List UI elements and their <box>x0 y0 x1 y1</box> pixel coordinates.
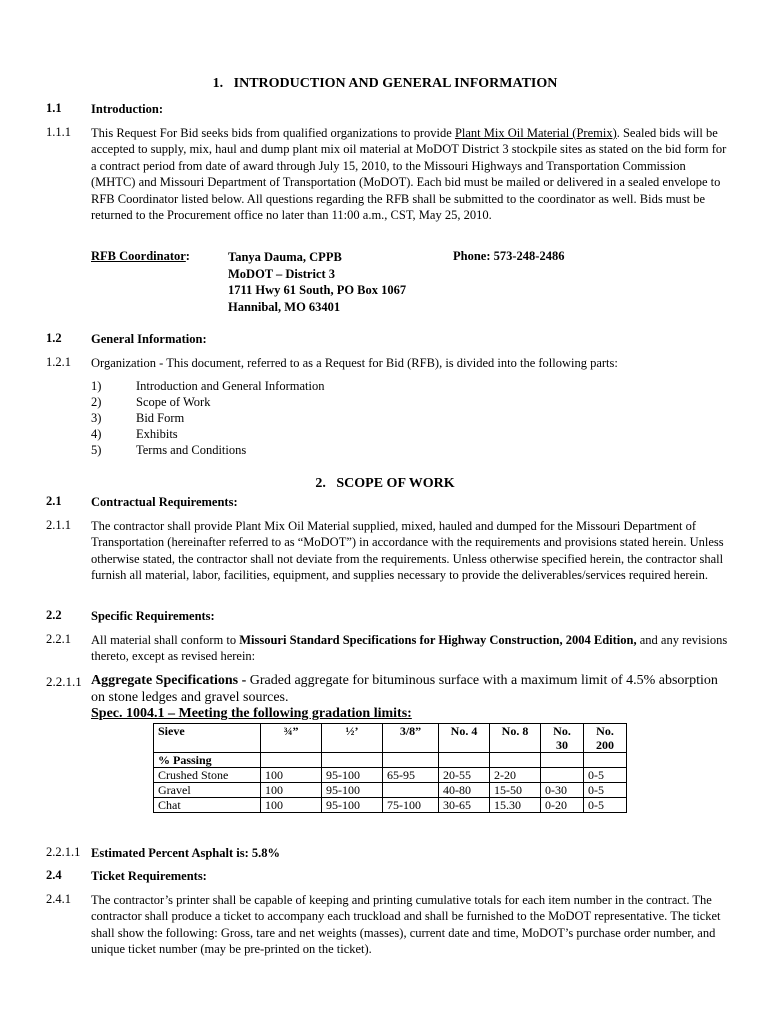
coordinator-phone: Phone: 573-248-2486 <box>453 249 565 263</box>
section-1-1-number: 1.1 <box>46 101 62 115</box>
coordinator-city: Hannibal, MO 63401 <box>228 299 341 314</box>
spec-reference: Missouri Standard Specifications for Highway Construction, 2004 Edition, <box>239 633 637 647</box>
table-cell: 0-5 <box>584 798 627 813</box>
paragraph-text: Graded aggregate for bituminous surface with a maximum limit of 4.5% absorption on stone ledges and gravel sources. <box>91 673 718 705</box>
section-2-2-number: 2.2 <box>46 608 62 622</box>
table-cell <box>490 753 541 768</box>
section-2-2-heading: Specific Requirements: <box>91 609 215 623</box>
coordinator-address-block <box>228 249 406 315</box>
section-2-4-heading: Ticket Requirements: <box>91 869 207 883</box>
list-item: Terms and Conditions <box>136 443 247 457</box>
list-item-number: 4) <box>91 427 102 441</box>
table-cell <box>322 753 383 768</box>
section-2-2-1-1b-number: 2.2.1.1 <box>46 845 81 859</box>
table-cell <box>584 753 627 768</box>
table-cell: 95-100 <box>322 768 383 783</box>
gradation-limits-heading: Spec. 1004.1 – Meeting the following gradation limits: <box>91 706 412 721</box>
table-cell: 95-100 <box>322 783 383 798</box>
premix-material-reference: Plant Mix Oil Material (Premix) <box>454 126 617 140</box>
coordinator-name: Tanya Dauma, CPPB <box>228 250 342 264</box>
aggregate-specifications-paragraph <box>91 672 731 706</box>
section-1-2-number: 1.2 <box>46 331 62 345</box>
coordinator-address: 1711 Hwy 61 South, PO Box 1067 <box>228 283 407 298</box>
section-1-title: 1. INTRODUCTION AND GENERAL INFORMATION <box>212 76 558 91</box>
list-item-number: 3) <box>91 411 102 425</box>
aggregate-specifications-label: Aggregate Specifications - <box>91 673 250 688</box>
table-header-cell: ½’ <box>322 724 383 753</box>
table-cell: Gravel <box>154 783 261 798</box>
table-cell: 15-50 <box>490 783 541 798</box>
table-row <box>154 768 627 783</box>
table-cell <box>439 753 490 768</box>
table-header-cell: 3/8” <box>383 724 439 753</box>
table-cell: Chat <box>154 798 261 813</box>
section-1-1-1-paragraph <box>91 125 731 223</box>
table-header-cell: No. 30 <box>541 724 584 753</box>
rfb-coordinator-label: RFB Coordinator: <box>91 249 190 263</box>
table-cell: 100 <box>261 783 322 798</box>
table-cell: 40-80 <box>439 783 490 798</box>
table-subheader-cell: % Passing <box>154 753 261 768</box>
list-item: Scope of Work <box>136 395 211 409</box>
list-item: Introduction and General Information <box>136 379 325 393</box>
section-1-2-1-paragraph: Organization - This document, referred to as a Request for Bid (RFB), is divided into the following parts: <box>91 356 618 370</box>
section-1-2-heading: General Information: <box>91 332 207 346</box>
section-2-1-number: 2.1 <box>46 494 62 508</box>
table-cell <box>383 783 439 798</box>
table-cell: 75-100 <box>383 798 439 813</box>
table-header-cell: No. 8 <box>490 724 541 753</box>
section-2-1-1-number: 2.1.1 <box>46 518 71 532</box>
section-1-1-heading: Introduction: <box>91 102 164 116</box>
table-header-cell: Sieve <box>154 724 261 753</box>
section-2-2-1-paragraph <box>91 632 731 665</box>
table-cell: 15.30 <box>490 798 541 813</box>
table-cell: 30-65 <box>439 798 490 813</box>
table-cell: 2-20 <box>490 768 541 783</box>
table-header-cell: No. 4 <box>439 724 490 753</box>
table-cell: Crushed Stone <box>154 768 261 783</box>
table-cell <box>261 753 322 768</box>
section-2-2-1-number: 2.2.1 <box>46 632 71 646</box>
table-cell: 0-5 <box>584 768 627 783</box>
list-item-number: 1) <box>91 379 102 393</box>
section-2-title: 2. SCOPE OF WORK <box>315 476 455 491</box>
estimated-asphalt-heading: Estimated Percent Asphalt is: 5.8% <box>91 846 280 860</box>
paragraph-text: . Sealed bids will be accepted to supply, mix, haul and dump plant mix oil material at MoDOT District 3 stockpile sites as stated on the bid form for a contract period from date of award through July 15, 2010, to the Missouri Highways and Transportation Commission (MHTC) and Missouri Department of Transportation (MoDOT). Each bid must be mailed or delivered in a sealed envelope to RFB Coordinator listed below. All questions regarding the RFB shall be submitted to the coordinator as well. Bids must be returned to the Procurement office no later than 11:00 a.m., CST, May 25, 2010. <box>91 126 727 223</box>
table-cell: 0-20 <box>541 798 584 813</box>
paragraph-text: All material shall conform to <box>91 633 240 647</box>
section-2-2-1-1-number: 2.2.1.1 <box>46 674 82 689</box>
table-cell: 65-95 <box>383 768 439 783</box>
section-2-4-1-number: 2.4.1 <box>46 892 71 906</box>
table-subheader-row <box>154 753 627 768</box>
section-2-1-heading: Contractual Requirements: <box>91 495 238 509</box>
list-item-number: 2) <box>91 395 102 409</box>
table-cell: 100 <box>261 768 322 783</box>
table-header-cell: No. 200 <box>584 724 627 753</box>
table-cell: 20-55 <box>439 768 490 783</box>
paragraph-text: and any revisions thereto, except as revised herein: <box>91 633 728 664</box>
section-2-1-1-paragraph: The contractor shall provide Plant Mix Oil Material supplied, mixed, hauled and dumped for the Missouri Department of Transportation (hereinafter referred to as “MoDOT”) in accordance with the requirements and provisions stated herein. Unless otherwise stated, the contractor shall not deviate from the requirements. Unless otherwise specified herein, the contractor shall furnish all material, labor, facilities, equipment, and supplies necessary to provide the deliverables/services required herein. <box>91 519 724 583</box>
table-row <box>154 783 627 798</box>
section-1-2-1-number: 1.2.1 <box>46 355 71 369</box>
section-2-4-number: 2.4 <box>46 868 62 882</box>
table-header-row <box>154 724 627 753</box>
table-header-cell: ¾” <box>261 724 322 753</box>
table-cell: 0-5 <box>584 783 627 798</box>
table-cell <box>383 753 439 768</box>
table-cell: 0-30 <box>541 783 584 798</box>
table-cell <box>541 753 584 768</box>
gradation-table <box>153 723 627 813</box>
table-cell: 95-100 <box>322 798 383 813</box>
table-cell <box>541 768 584 783</box>
coordinator-org: MoDOT – District 3 <box>228 266 336 281</box>
table-row <box>154 798 627 813</box>
list-item-number: 5) <box>91 443 102 457</box>
list-item: Exhibits <box>136 427 178 441</box>
table-cell: 100 <box>261 798 322 813</box>
list-item: Bid Form <box>136 411 185 425</box>
paragraph-text: This Request For Bid seeks bids from qualified organizations to provide <box>91 126 455 140</box>
section-2-4-1-paragraph: The contractor’s printer shall be capable of keeping and printing cumulative totals for each item number in the contract. The contractor shall produce a ticket to accompany each truckload and shall be furnished to the MoDOT representative. The ticket shall show the following: Gross, tare and net weights (masses), current date and time, MoDOT’s purchase order number, and unique ticket number (may be pre-printed on the ticket). <box>91 893 721 957</box>
section-1-1-1-number: 1.1.1 <box>46 125 71 139</box>
